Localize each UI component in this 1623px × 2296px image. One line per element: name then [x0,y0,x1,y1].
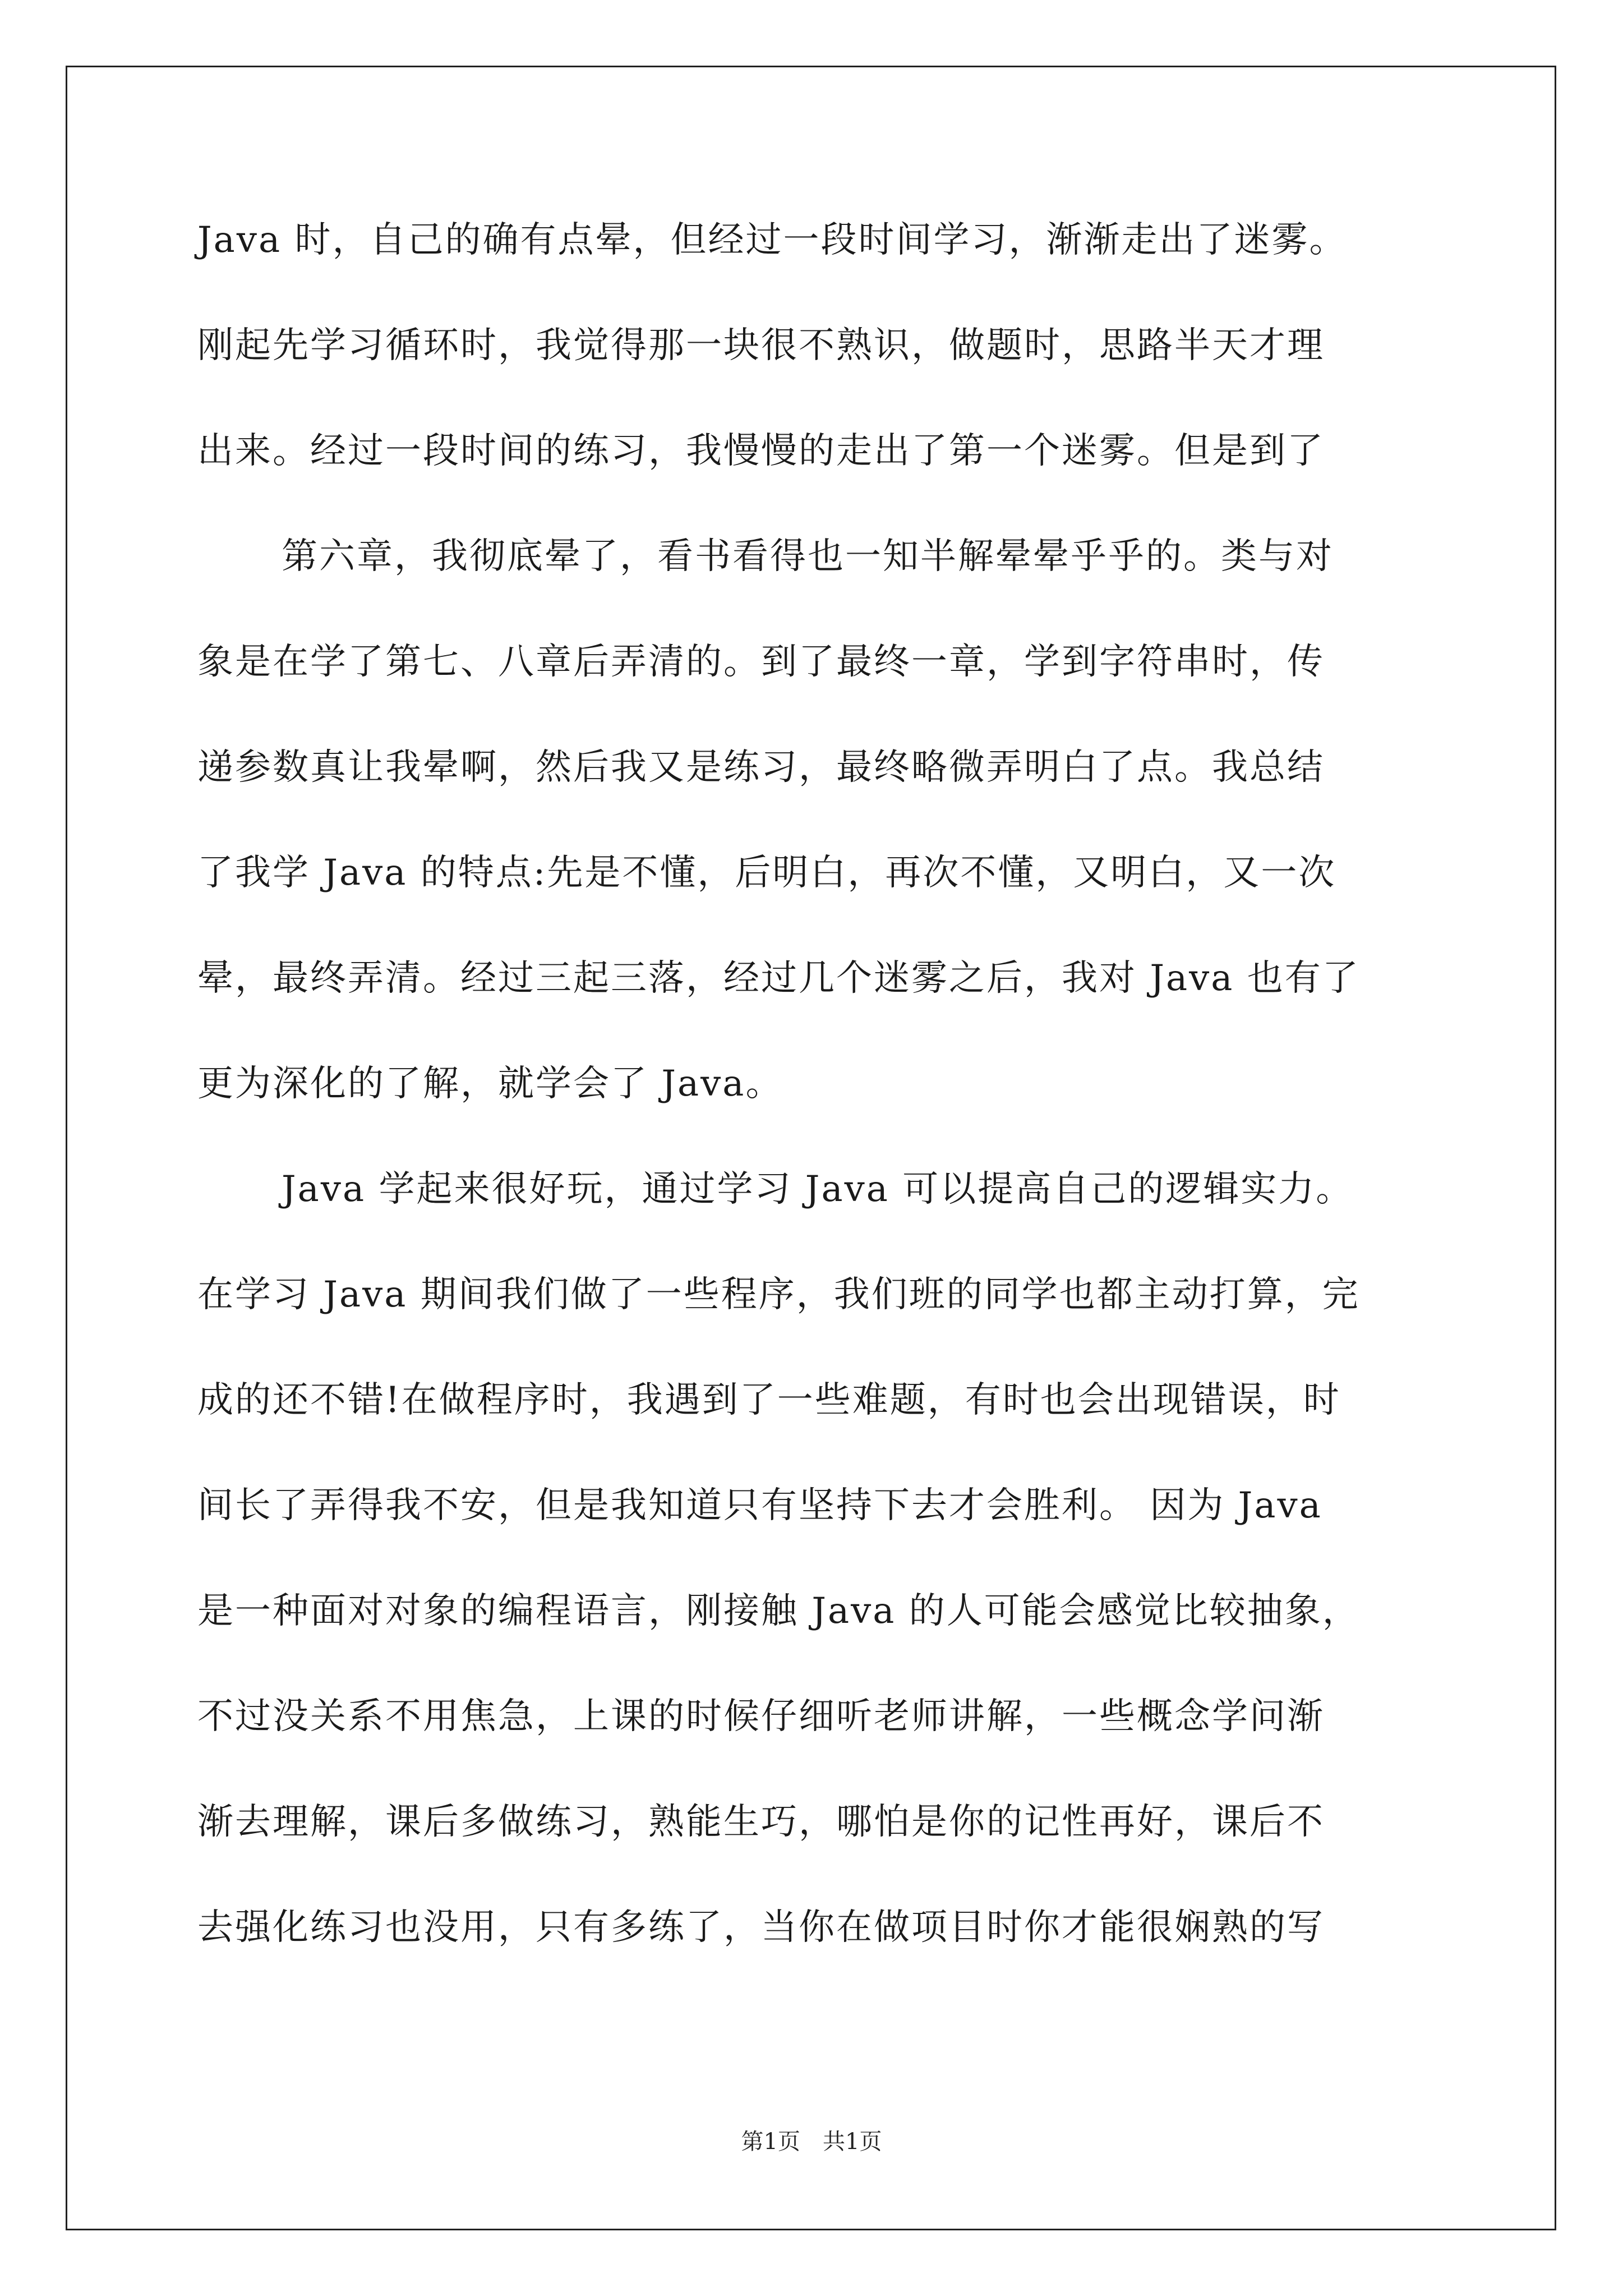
text-line: 更为深化的了解，就学会了 Java。 [197,1063,783,1105]
text-line: 去强化练习也没用，只有多练了，当你在做项目时你才能很娴熟的写 [197,1907,1325,1948]
document-body [197,206,1448,1999]
text-line: 间长了弄得我不安，但是我知道只有坚持下去才会胜利。 因为 Java [197,1485,1322,1526]
text-line: 了我学 Java 的特点:先是不懂，后明白，再次不懂，又明白，又一次 [197,852,1336,894]
page-footer: 第1页 共1页 [741,2129,882,2155]
text-line: 出来。经过一段时间的练习，我慢慢的走出了第一个迷雾。但是到了 [197,430,1325,472]
text-line: 递参数真让我晕啊，然后我又是练习，最终略微弄明白了点。我总结 [197,747,1325,788]
text-line: 成的还不错!在做程序时，我遇到了一些难题，有时也会出现错误，时 [197,1379,1341,1421]
text-line: Java 学起来很好玩，通过学习 Java 可以提高自己的逻辑实力。 [282,1168,1354,1210]
text-line: 渐去理解，课后多做练习，熟能生巧，哪怕是你的记性再好，课后不 [197,1801,1325,1843]
text-line: 象是在学了第七、八章后弄清的。到了最终一章，学到字符串时，传 [197,641,1325,683]
text-line: 是一种面对对象的编程语言，刚接触 Java 的人可能会感觉比较抽象， [197,1590,1360,1632]
text-line: Java 时，自己的确有点晕，但经过一段时间学习，渐渐走出了迷雾。 [197,219,1347,261]
text-line: 刚起先学习循环时，我觉得那一块很不熟识，做题时，思路半天才理 [197,325,1325,366]
text-line: 晕，最终弄清。经过三起三落，经过几个迷雾之后，我对 Java 也有了 [197,958,1360,999]
text-line: 第六章，我彻底晕了，看书看得也一知半解晕晕乎乎的。类与对 [282,536,1334,577]
text-line: 不过没关系不用焦急，上课的时候仔细听老师讲解，一些概念学问渐 [197,1696,1325,1737]
text-line: 在学习 Java 期间我们做了一些程序，我们班的同学也都主动打算，完 [197,1274,1360,1315]
